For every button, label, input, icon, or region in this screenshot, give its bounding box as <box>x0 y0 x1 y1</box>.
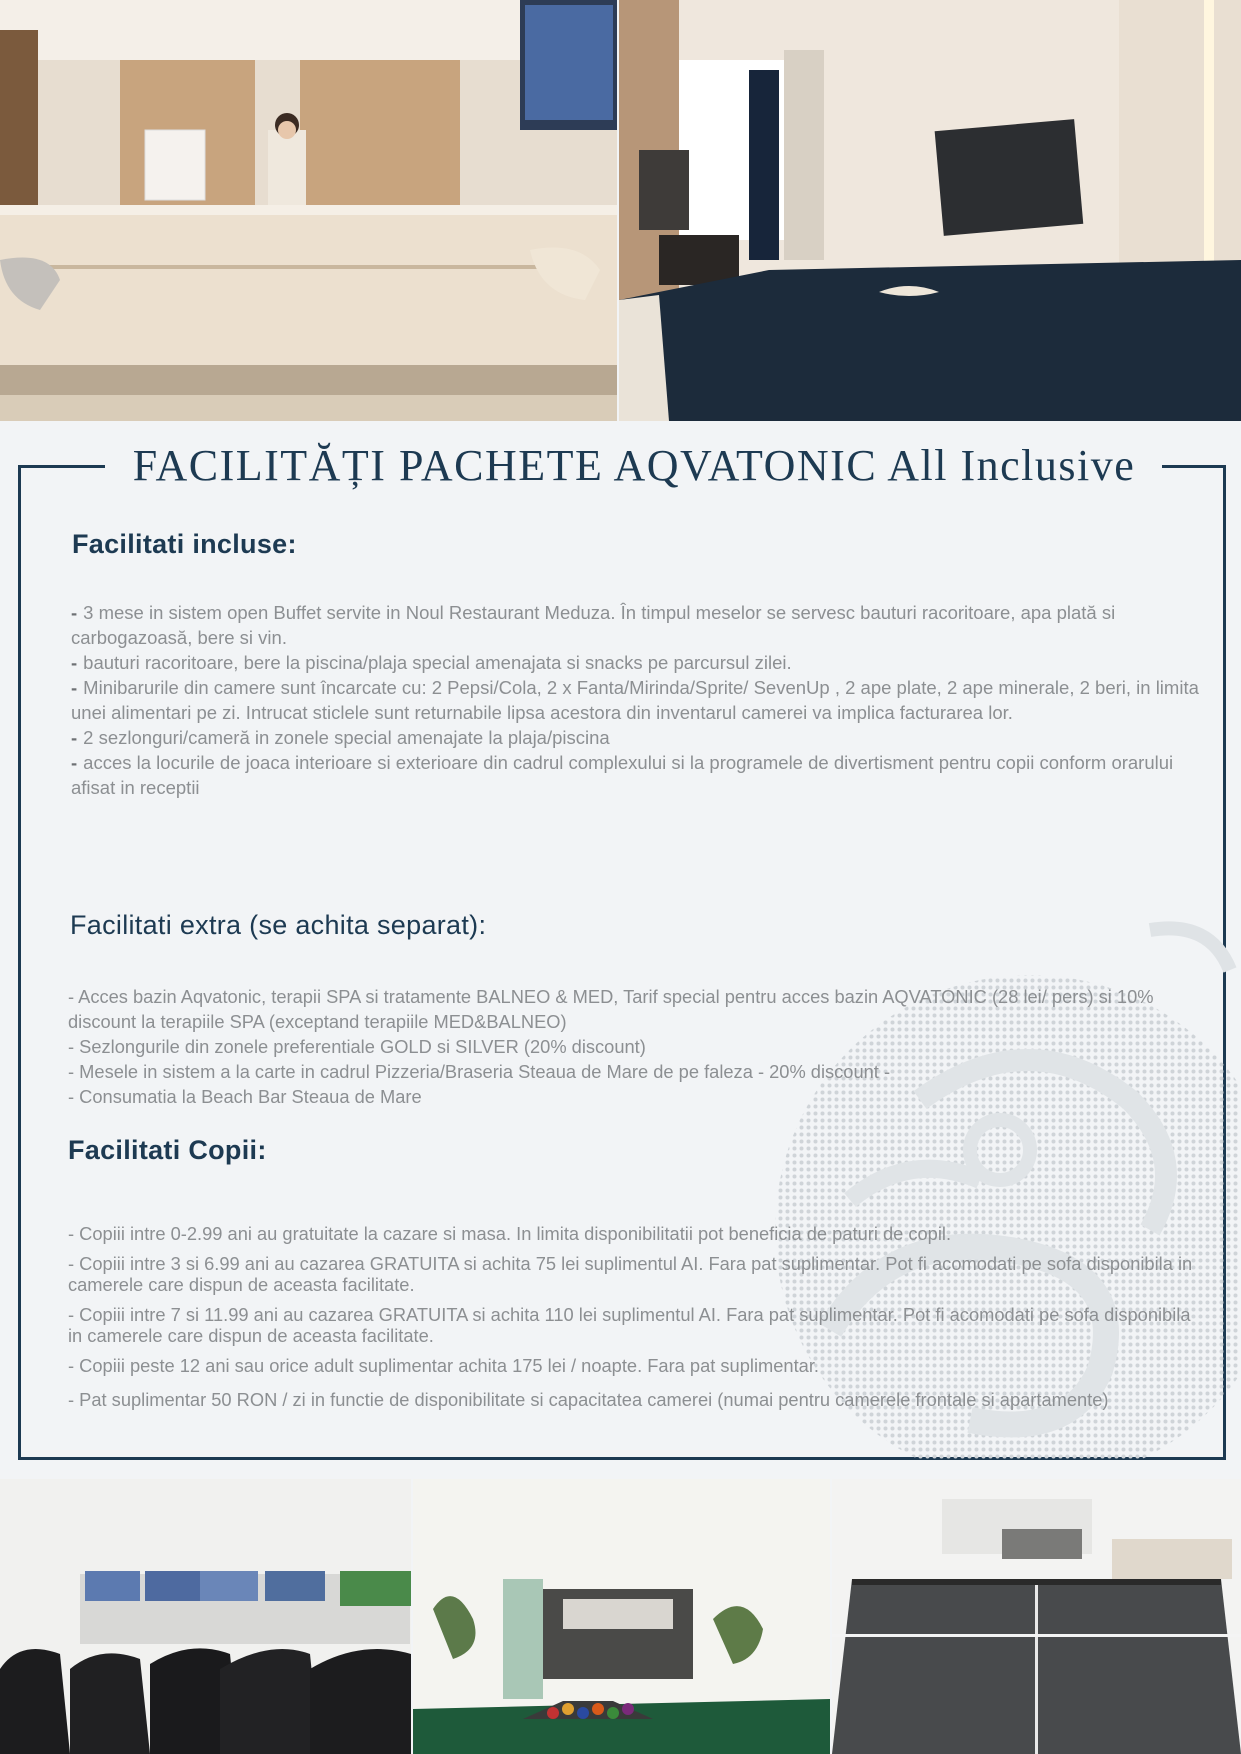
list-item: - Copiii intre 7 si 11.99 ani au cazarea GRATUITA si achita 110 lei suplimentul AI. Fara pat suplimentar. Pot fi acomodati pe sofa disponibila in camerele care dispun de aceasta facilitate. <box>68 1304 1191 1346</box>
children-heading: Facilitati Copii: <box>68 1135 267 1165</box>
list-item: - acces la locurile de joaca interioare si exterioare din cadrul complexului si la programele de divertisment pentru copii conform orarului afisat in receptii <box>71 752 1174 798</box>
list-item: - Copiii peste 12 ani sau orice adult suplimentar achita 175 lei / noapte. Fara pat suplimentar. <box>68 1355 819 1376</box>
reception-photo <box>0 0 617 421</box>
list-item: - Minibarurile din camere sunt încarcate cu: 2 Pepsi/Cola, 2 x Fanta/Mirinda/Sprite/ SevenUp , 2 ape plate, 2 ape minerale, 2 beri, in limita unei alimentari pe zi. Intrucat sticlele sunt returnabile lipsa acestora din inventarul camerei va implica facturarea lor. <box>71 677 1199 723</box>
list-item: - Mesele in sistem a la carte in cadrul Pizzeria/Braseria Steaua de Mare de pe faleza - 20% discount - <box>68 1061 891 1082</box>
extra-list <box>68 984 1188 1109</box>
children-list <box>68 1223 1208 1424</box>
gaming-room-photo <box>0 1479 411 1754</box>
included-list <box>71 600 1201 800</box>
included-heading: Facilitati incluse: <box>72 529 297 559</box>
list-item: - Copiii intre 0-2.99 ani au gratuitate la cazare si masa. In limita disponibilitatii pot beneficia de paturi de copil. <box>68 1223 952 1244</box>
list-item: - Copiii intre 3 si 6.99 ani au cazarea GRATUITA si achita 75 lei suplimentul AI. Fara pat suplimentar. Pot fi acomodati pe sofa disponibila in camerele care dispun de aceasta facilitate. <box>68 1253 1193 1295</box>
page-title: FACILITĂȚI PACHETE AQVATONIC All Inclusive <box>132 441 1136 490</box>
list-item: - 3 mese in sistem open Buffet servite in Noul Restaurant Meduza. În timpul meselor se servesc bauturi racoritoare, apa plată si carbogazoasă, bere si vin. <box>71 602 1116 648</box>
frame-top-right-rule <box>1162 465 1226 468</box>
frame-top-left-rule <box>18 465 105 468</box>
list-item: - Acces bazin Aqvatonic, terapii SPA si tratamente BALNEO & MED, Tarif special pentru acces bazin AQVATONIC (28 lei/ pers) si 10% discount la terapiile SPA (exceptand terapiile MED&BALNEO) <box>68 986 1154 1032</box>
list-item: - Sezlongurile din zonele preferentiale GOLD si SILVER (20% discount) <box>68 1036 646 1057</box>
hotel-room-photo <box>619 0 1241 421</box>
extra-heading: Facilitati extra (se achita separat): <box>70 910 487 940</box>
list-item: - Pat suplimentar 50 RON / zi in functie de disponibilitate si capacitatea camerei (numai pentru camerele frontale si apartamente) <box>68 1389 1109 1410</box>
list-item: - Consumatia la Beach Bar Steaua de Mare <box>68 1086 422 1107</box>
ping-pong-room-photo <box>832 1479 1241 1754</box>
billiard-room-photo <box>413 1479 830 1754</box>
list-item: - bauturi racoritoare, bere la piscina/plaja special amenajata si snacks pe parcursul zilei. <box>71 652 792 673</box>
list-item: - 2 sezlonguri/cameră in zonele special amenajate la plaja/piscina <box>71 727 610 748</box>
